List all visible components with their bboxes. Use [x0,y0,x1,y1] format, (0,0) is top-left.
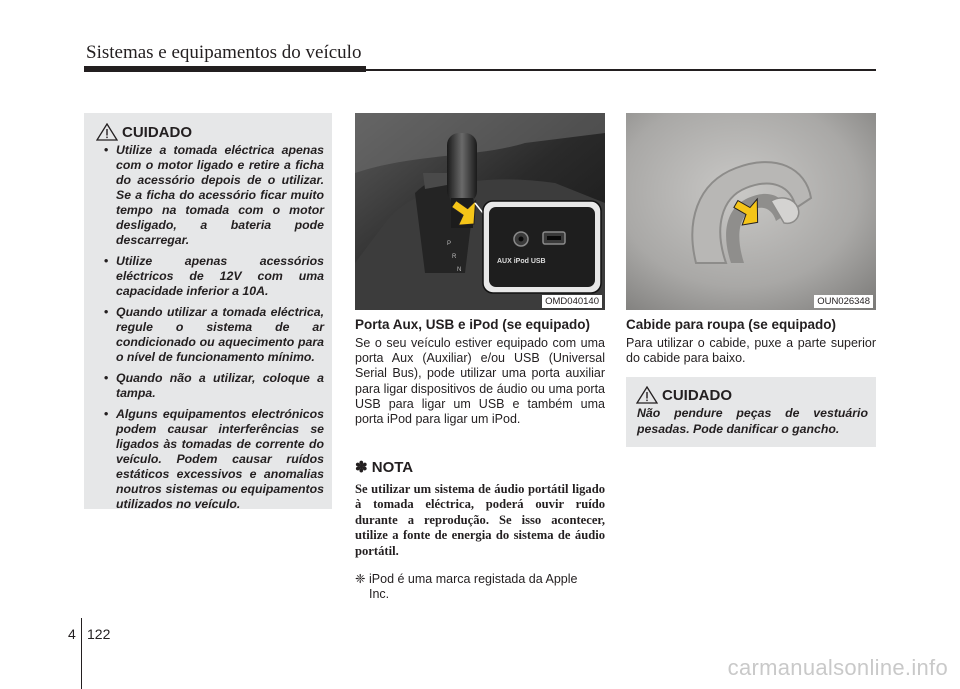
caution-item: • Alguns equipamentos electrónicos podem causar interferências se ligados às tomadas de corrente do veículo. Podem causar ruídos estáticos excessivos e anomalias noutros sistemas ou equipamentos utilizados no veículo. [104,407,324,511]
nota-title: NOTA [371,459,414,476]
page-header-title: Sistemas e equipamentos do veículo [86,42,362,63]
panel-label: AUX iPod USB [497,258,546,265]
aux-port-photo [355,113,605,310]
warning-triangle-icon [96,123,118,141]
watermark: carmanualsonline.info [727,655,948,680]
caution-item: • Quando utilizar a tomada eléctrica, regule o sistema de ar condicionado ou aquecimento para o nível de funcionamento mínimo. [104,305,324,364]
nota-heading [355,458,413,476]
ipod-note-line2: Inc. [369,587,390,602]
caution-heading [636,386,868,404]
caution-box-power-outlet [84,113,332,509]
nota-body: Se utilizar um sistema de áudio portátil ligado à tomada eléctrica, poderá ouvir ruído durante a reprodução. Se isso acontecer, utilize a fonte de energia do sistema de áudio portátil. [355,482,605,558]
caution-item: • Utilize a tomada eléctrica apenas com o motor ligado e retire a ficha do acessório depois de o utilizar. Se a ficha do acessório ficar muito tempo na tomada com o motor desligado, a bateria pode descarregar. [104,143,324,247]
header-rule-thin [366,69,876,71]
aux-section-title: Porta Aux, USB e iPod (se equipado) [355,317,591,332]
caution-box-hanger [626,377,876,447]
svg-text:N: N [457,267,462,273]
caution-item: • Utilize apenas acessórios eléctricos de 12V com uma capacidade inferior a 10A. [104,254,324,298]
chapter-number: 4 [68,626,76,642]
caution-list [96,143,324,512]
coat-hanger-illustration [626,113,876,310]
caution-title: CUIDADO [662,386,732,404]
svg-text:P: P [447,241,452,247]
photo-code: OMD040140 [542,295,602,308]
hanger-section-body: Para utilizar o cabide, puxe a parte superior do cabide para baixo. [626,336,876,366]
aux-section-body: Se o seu veículo estiver equipado com uma porta Aux (Auxiliar) e/ou USB (Universal Serial Bus), pode utilizar uma porta auxiliar para ligar dispositivos de áudio ou uma porta USB para ligar um USB e também uma porta iPod para ligar um iPod. [355,336,605,427]
photo-code: OUN026348 [814,295,873,308]
caution-item: • Quando não a utilizar, coloque a tampa. [104,371,324,400]
ipod-note-symbol: ❈ [355,572,366,586]
hanger-section-title: Cabide para roupa (se equipado) [626,317,837,332]
caution-title: CUIDADO [122,123,192,141]
caution-heading [96,123,324,141]
page-number: 122 [87,626,111,642]
header-rule-thick [84,66,366,72]
svg-text:R: R [452,254,457,260]
ipod-trademark-note [355,572,605,602]
ipod-note-line1: iPod é uma marca registada da Apple [369,572,578,586]
warning-triangle-icon [636,386,658,404]
caution-text: Não pendure peças de vestuário pesadas. Pode danificar o gancho. [637,406,868,436]
aux-port-illustration [355,113,605,310]
coat-hanger-photo [626,113,876,310]
page-number-separator [81,618,82,689]
nota-symbol: ✽ [355,459,368,476]
